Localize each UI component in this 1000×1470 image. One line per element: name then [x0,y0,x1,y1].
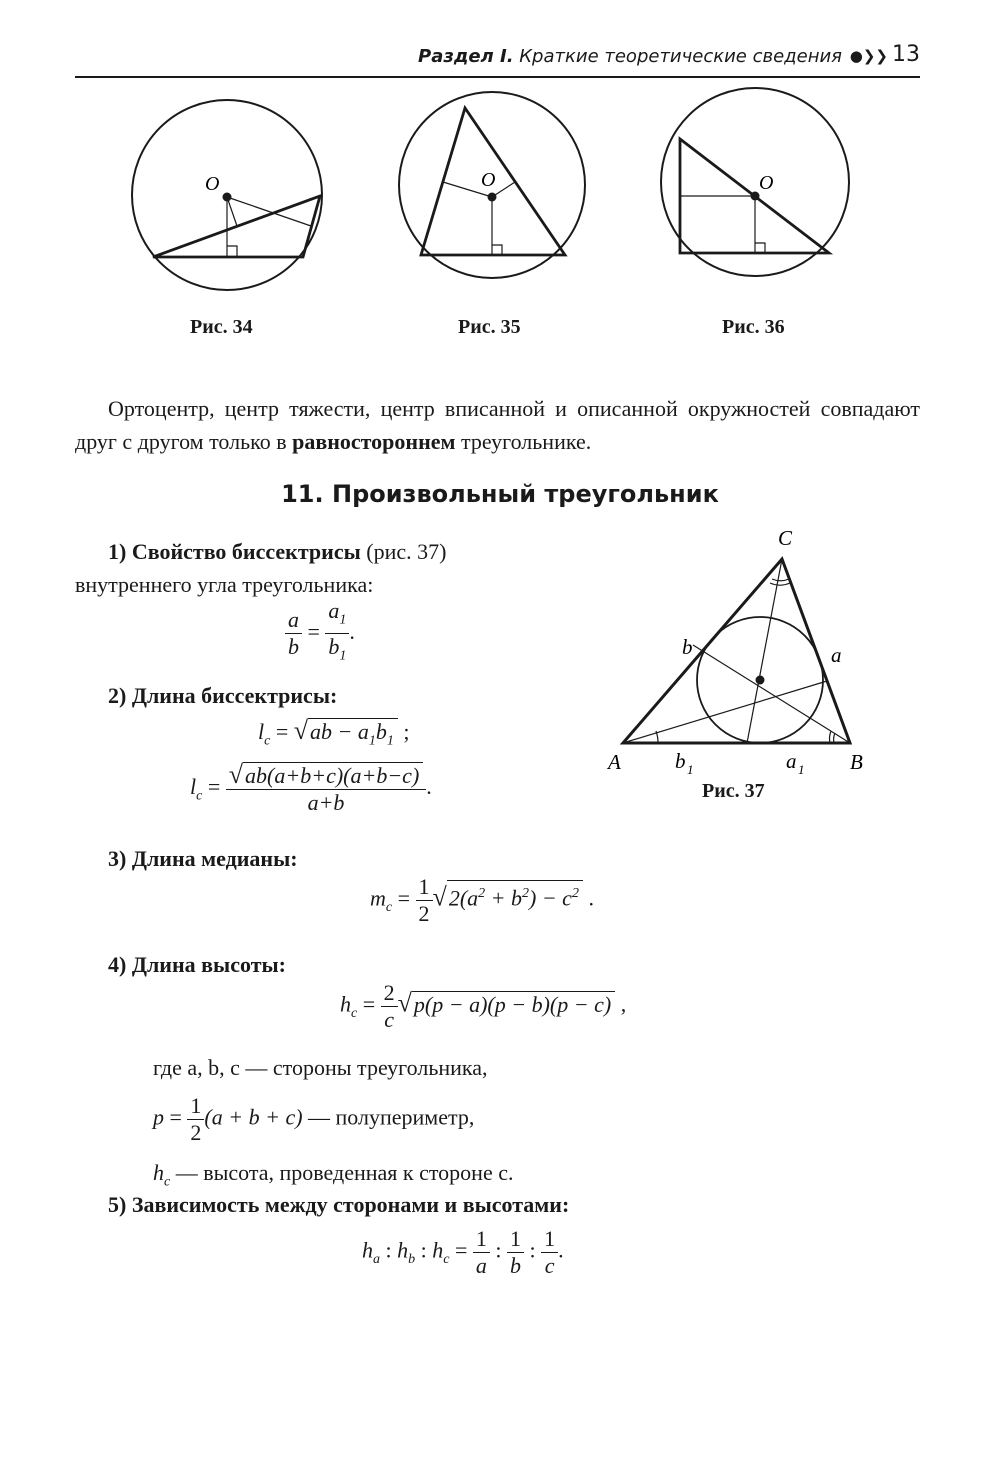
item-4-label [108,952,286,978]
fig34-center-dot [223,193,232,202]
item-5-bold: 5) Зависимость между сторонами и высотами: [108,1192,570,1217]
item-5-label [108,1192,569,1218]
fig35-center-label: O [481,169,496,191]
title-text: Краткие теоретические сведения [519,46,842,67]
fig37-label-b1-sub: 1 [687,762,694,775]
section-title: 11. Произвольный треугольник [281,480,719,508]
fig37-label-A: A [608,750,621,774]
fig37-label-a1-sub: 1 [798,762,805,775]
fig37-bisector-b [693,645,850,743]
arrows-glyph: ●❯❯ [849,47,888,65]
fig34-perpendicular-long [227,197,237,226]
item-2-bold: 2) Длина биссектрисы: [108,683,338,708]
fig37 [600,525,900,775]
fig37-bisector-a [623,681,827,743]
fig37-incenter-dot [756,676,765,685]
fig37-label-a: a [831,643,842,667]
sides-heights-formula: $h_a$ : $h_b$ : $h_c$ = $\frac{1}{a}$ : $\frac{1}{b}$ : $\frac{1}{c}$ . [362,1226,564,1278]
fig34-caption: Рис. 34 [190,316,253,338]
fig35-caption: Рис. 35 [458,316,521,338]
item-4-bold: 4) Длина высоты: [108,952,286,977]
item-4-where: где a, b, c — стороны треугольника, [153,1055,488,1080]
bisector-length-formula-2: $l_c$ = $\frac{√ab(a+b+c)(a+b-c)}{a+b}$ . [190,760,432,815]
item-2-label [108,683,337,709]
height-definition: $h_c$ — высота, проведенная к стороне c. [153,1160,514,1190]
intro-paragraph [75,392,920,458]
figures-34-36 [0,0,1000,320]
fig37-label-a1: a [786,749,797,773]
bisector-length-formula-1: $l_c = √ab - a_1b_1$ ; [258,716,410,754]
item-3-bold: 3) Длина медианы: [108,846,298,871]
fig37-label-b1: b [675,749,686,773]
fig37-label-C: C [778,526,793,550]
intro-text-1: Ортоцентр, центр тяжести, центр вписанной и описанной окружностей совпадают друг с другом только в [75,396,920,454]
page-number: 13 [892,42,920,67]
bisector-property-formula: $\frac{a}{b}$ = $\frac{a_1}{b_1}$ . [285,598,355,670]
fig35-center-dot [488,193,497,202]
item-1-rest: (рис. 37) внутреннего угла треугольника: [75,539,447,597]
fig36-center-label: O [759,172,774,194]
fig37-label-B: B [850,750,863,774]
section-label: Раздел I. [418,46,514,67]
median-length-formula: $m_c$ = $\frac{1}{2}$ $√2(a^2 + b^2) - c^2$ . [370,874,594,926]
item-3-label [108,846,298,872]
semiperimeter-formula: p = $\frac{1}{2}$ (a + b + c) — полупериметр, [153,1093,475,1145]
fig34-center-label: O [205,173,220,195]
fig37-label-b: b [682,635,693,659]
item-1-text [75,535,565,601]
semiperimeter-text: — полупериметр, [308,1104,475,1130]
fig37-bisector-c [747,559,782,743]
intro-bold: равностороннем [292,429,456,454]
fig34-perpendicular-short [227,197,311,226]
fig37-caption: Рис. 37 [702,780,765,802]
fig36-caption: Рис. 36 [722,316,785,338]
item-1-label: 1) Свойство биссектрисы [108,539,361,564]
height-definition-text: — высота, проведенная к стороне c. [175,1160,514,1185]
intro-text-2: треугольнике. [455,429,592,454]
height-length-formula: $h_c$ = $\frac{2}{c}$ √p(p − a)(p − b)(p − c) , [340,980,627,1032]
